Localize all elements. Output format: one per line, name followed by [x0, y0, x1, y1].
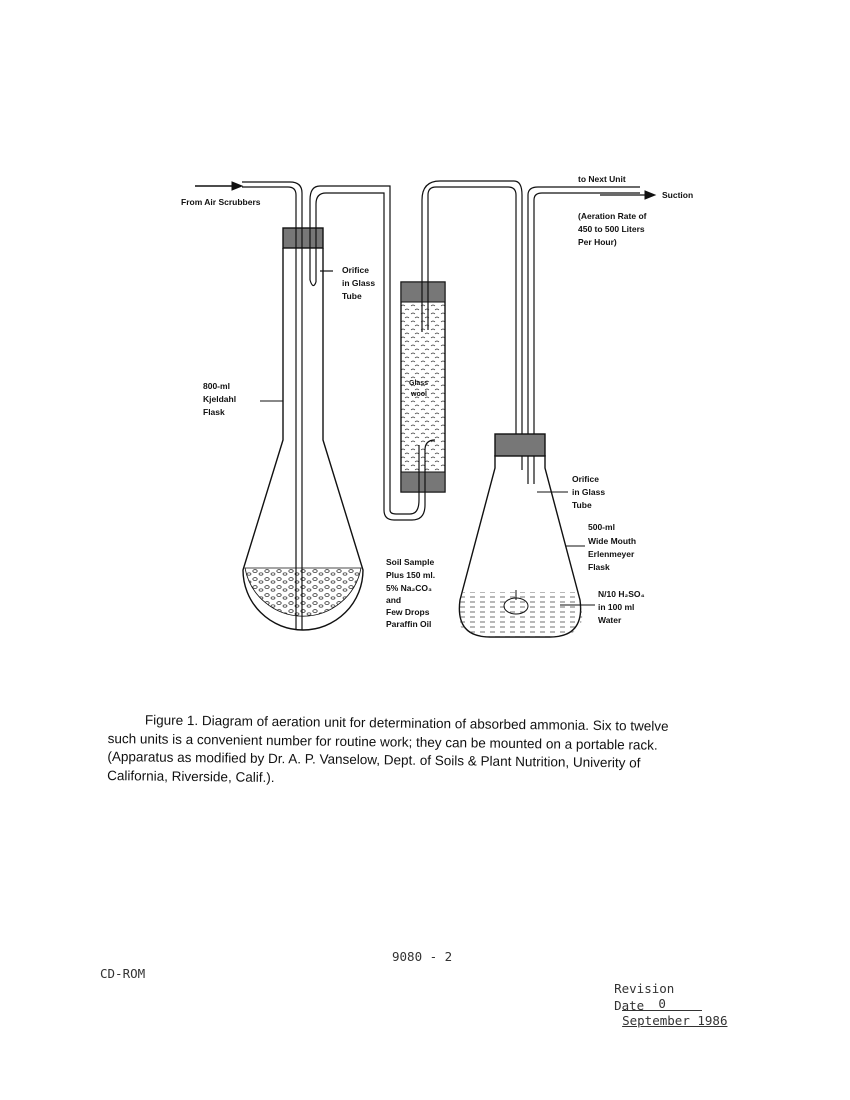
label-soil-1: Soil Sample [386, 557, 435, 567]
label-next-unit: to Next Unit [578, 174, 626, 184]
label-kjeldahl-3: Flask [203, 407, 225, 417]
label-soil-2: Plus 150 ml. [386, 570, 436, 580]
caption-line-4: California, Riverside, Calif.). [107, 767, 275, 785]
date-value: September 1986 [622, 1013, 728, 1028]
air-inlet-arrow [195, 182, 242, 190]
label-orifice-top-1: Orifice [342, 265, 369, 275]
label-orifice-right-3: Tube [572, 500, 592, 510]
label-erlenmeyer-1: 500-ml [588, 522, 615, 532]
label-acid-1: N/10 H₂SO₄ [598, 589, 645, 599]
soil-sample [245, 568, 361, 616]
label-erlenmeyer-4: Flask [588, 562, 610, 572]
label-acid-3: Water [598, 615, 622, 625]
label-aeration-1: (Aeration Rate of [578, 211, 647, 221]
kjeldahl-tubes [242, 182, 390, 630]
caption-line-3: (Apparatus as modified by Dr. A. P. Vanselow, Dept. of Soils & Plant Nutrition, Univerity of [107, 748, 641, 771]
label-orifice-right-1: Orifice [572, 474, 599, 484]
footer-source: CD-ROM [100, 966, 146, 981]
revision-label: Revision [614, 981, 675, 996]
label-suction: Suction [662, 190, 694, 200]
page-number: 9080 - 2 [392, 949, 453, 964]
label-orifice-right-2: in Glass [572, 487, 606, 497]
label-soil-6: Paraffin Oil [386, 619, 432, 629]
label-aeration-2: 450 to 500 Liters [578, 224, 645, 234]
label-erlenmeyer-2: Wide Mouth [588, 536, 637, 546]
date-label: Date [614, 998, 645, 1013]
label-kjeldahl-2: Kjeldahl [203, 394, 237, 404]
label-orifice-top-3: Tube [342, 291, 362, 301]
label-soil-5: Few Drops [386, 607, 430, 617]
label-air-in: From Air Scrubbers [181, 197, 261, 207]
caption-line-2: such units is a convenient number for routine work; they can be mounted on a portable rack. [107, 730, 658, 753]
suction-arrow [600, 191, 655, 199]
label-aeration-3: Per Hour) [578, 237, 617, 247]
label-glass-wool-1: Glass [409, 380, 429, 387]
label-orifice-top-2: in Glass [342, 278, 376, 288]
label-soil-3: 5% Na₂CO₃ [386, 583, 432, 593]
footer-date [584, 983, 727, 1043]
caption-line-1: Figure 1. Diagram of aeration unit for determination of absorbed ammonia. Six to twelve [144, 712, 669, 734]
label-soil-4: and [386, 595, 402, 605]
revision-value: 0 [622, 997, 702, 1011]
glass-wool-column [401, 282, 445, 492]
label-glass-wool-2: wool [411, 391, 427, 398]
figure-caption [107, 711, 748, 793]
label-kjeldahl-1: 800-ml [203, 381, 230, 391]
label-acid-2: in 100 ml [598, 602, 635, 612]
label-erlenmeyer-3: Erlenmeyer [588, 549, 635, 559]
